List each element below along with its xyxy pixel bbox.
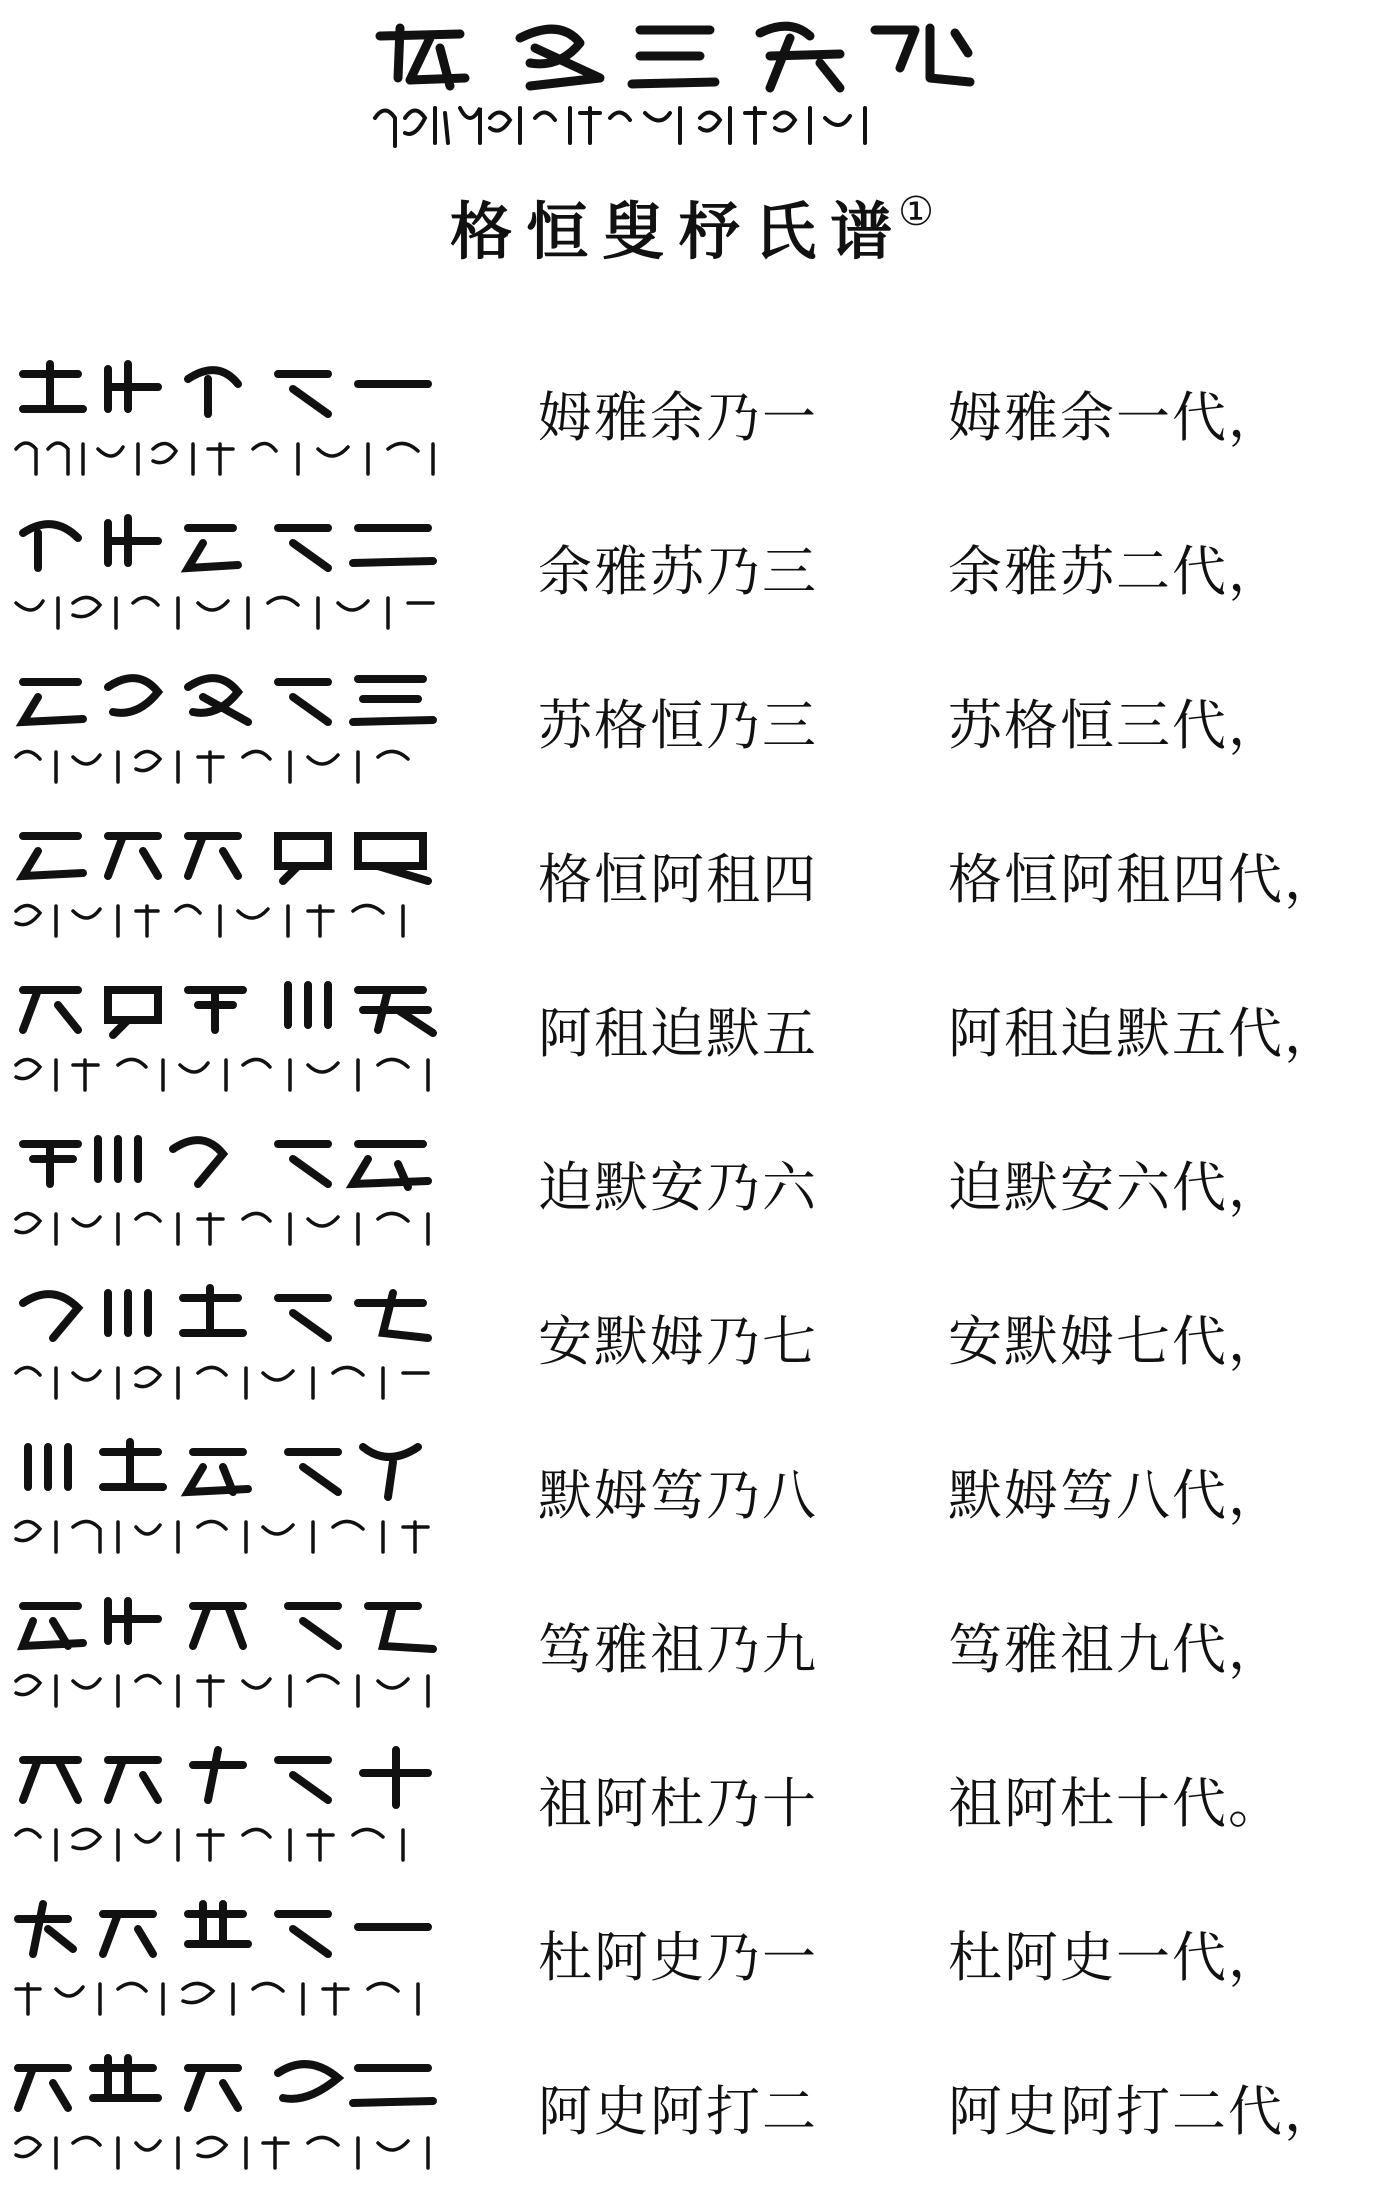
yi-line-translation: 姆雅余一代，: [948, 386, 1284, 449]
yi-script-glyphs: [8, 349, 448, 489]
yi-line-transliteration: 姆雅余乃一: [538, 386, 818, 449]
page-title-text: 格恒叟杼氏谱: [450, 195, 907, 268]
genealogy-row: [0, 807, 1384, 961]
genealogy-row: [0, 961, 1384, 1115]
genealogy-row: [0, 1269, 1384, 1423]
footnote-marker: ①: [898, 189, 934, 235]
yi-line-translation: 迫默安六代，: [948, 1156, 1284, 1219]
yi-line-transliteration: 苏格恒乃三: [538, 694, 818, 757]
yi-line-transliteration: 安默姆乃七: [538, 1310, 818, 1373]
genealogy-row: [0, 1577, 1384, 1731]
yi-script-glyphs: [8, 965, 448, 1105]
yi-line-translation: 阿史阿打二代，: [948, 2080, 1340, 2143]
page-title: [0, 172, 1384, 272]
yi-line-transliteration: 笃雅祖乃九: [538, 1618, 818, 1681]
yi-line-translation: 默姆笃八代，: [948, 1464, 1284, 1527]
document-header: [0, 0, 1384, 270]
yi-line-transliteration: 余雅苏乃三: [538, 540, 818, 603]
yi-script-glyphs: [8, 657, 448, 797]
yi-line-translation: 杜阿史一代，: [948, 1926, 1284, 1989]
yi-line-translation: 苏格恒三代，: [948, 694, 1284, 757]
yi-line-transliteration: 祖阿杜乃十: [538, 1772, 818, 1835]
yi-line-transliteration: 阿租迫默五: [538, 1002, 818, 1065]
yi-line-translation: 余雅苏二代，: [948, 540, 1284, 603]
yi-script-glyphs: [8, 2043, 448, 2183]
yi-line-transliteration: 格恒阿租四: [538, 848, 818, 911]
yi-script-glyphs: [8, 811, 448, 951]
genealogy-row: [0, 2039, 1384, 2193]
genealogy-list: [0, 345, 1384, 2193]
yi-line-translation: 祖阿杜十代。: [948, 1772, 1284, 1835]
yi-script-glyphs: [8, 1889, 448, 2029]
yi-line-translation: 阿租迫默五代，: [948, 1002, 1340, 1065]
yi-script-glyphs: [8, 1581, 448, 1721]
yi-script-glyphs: [8, 1273, 448, 1413]
genealogy-row: [0, 1731, 1384, 1885]
yi-line-translation: 安默姆七代，: [948, 1310, 1284, 1373]
genealogy-row: [0, 653, 1384, 807]
yi-line-transliteration: 阿史阿打二: [538, 2080, 818, 2143]
yi-line-transliteration: 杜阿史乃一: [538, 1926, 818, 1989]
genealogy-row: [0, 345, 1384, 499]
genealogy-row: [0, 499, 1384, 653]
yi-script-glyphs: [8, 1735, 448, 1875]
genealogy-row: [0, 1115, 1384, 1269]
yi-script-glyphs: [8, 1427, 448, 1567]
yi-script-title-image: [370, 8, 990, 158]
yi-line-translation: 格恒阿租四代，: [948, 848, 1340, 911]
yi-line-transliteration: 迫默安乃六: [538, 1156, 818, 1219]
genealogy-row: [0, 1885, 1384, 2039]
genealogy-row: [0, 1423, 1384, 1577]
yi-script-glyphs: [8, 503, 448, 643]
yi-script-glyphs: [8, 1119, 448, 1259]
yi-line-translation: 笃雅祖九代，: [948, 1618, 1284, 1681]
yi-line-transliteration: 默姆笃乃八: [538, 1464, 818, 1527]
